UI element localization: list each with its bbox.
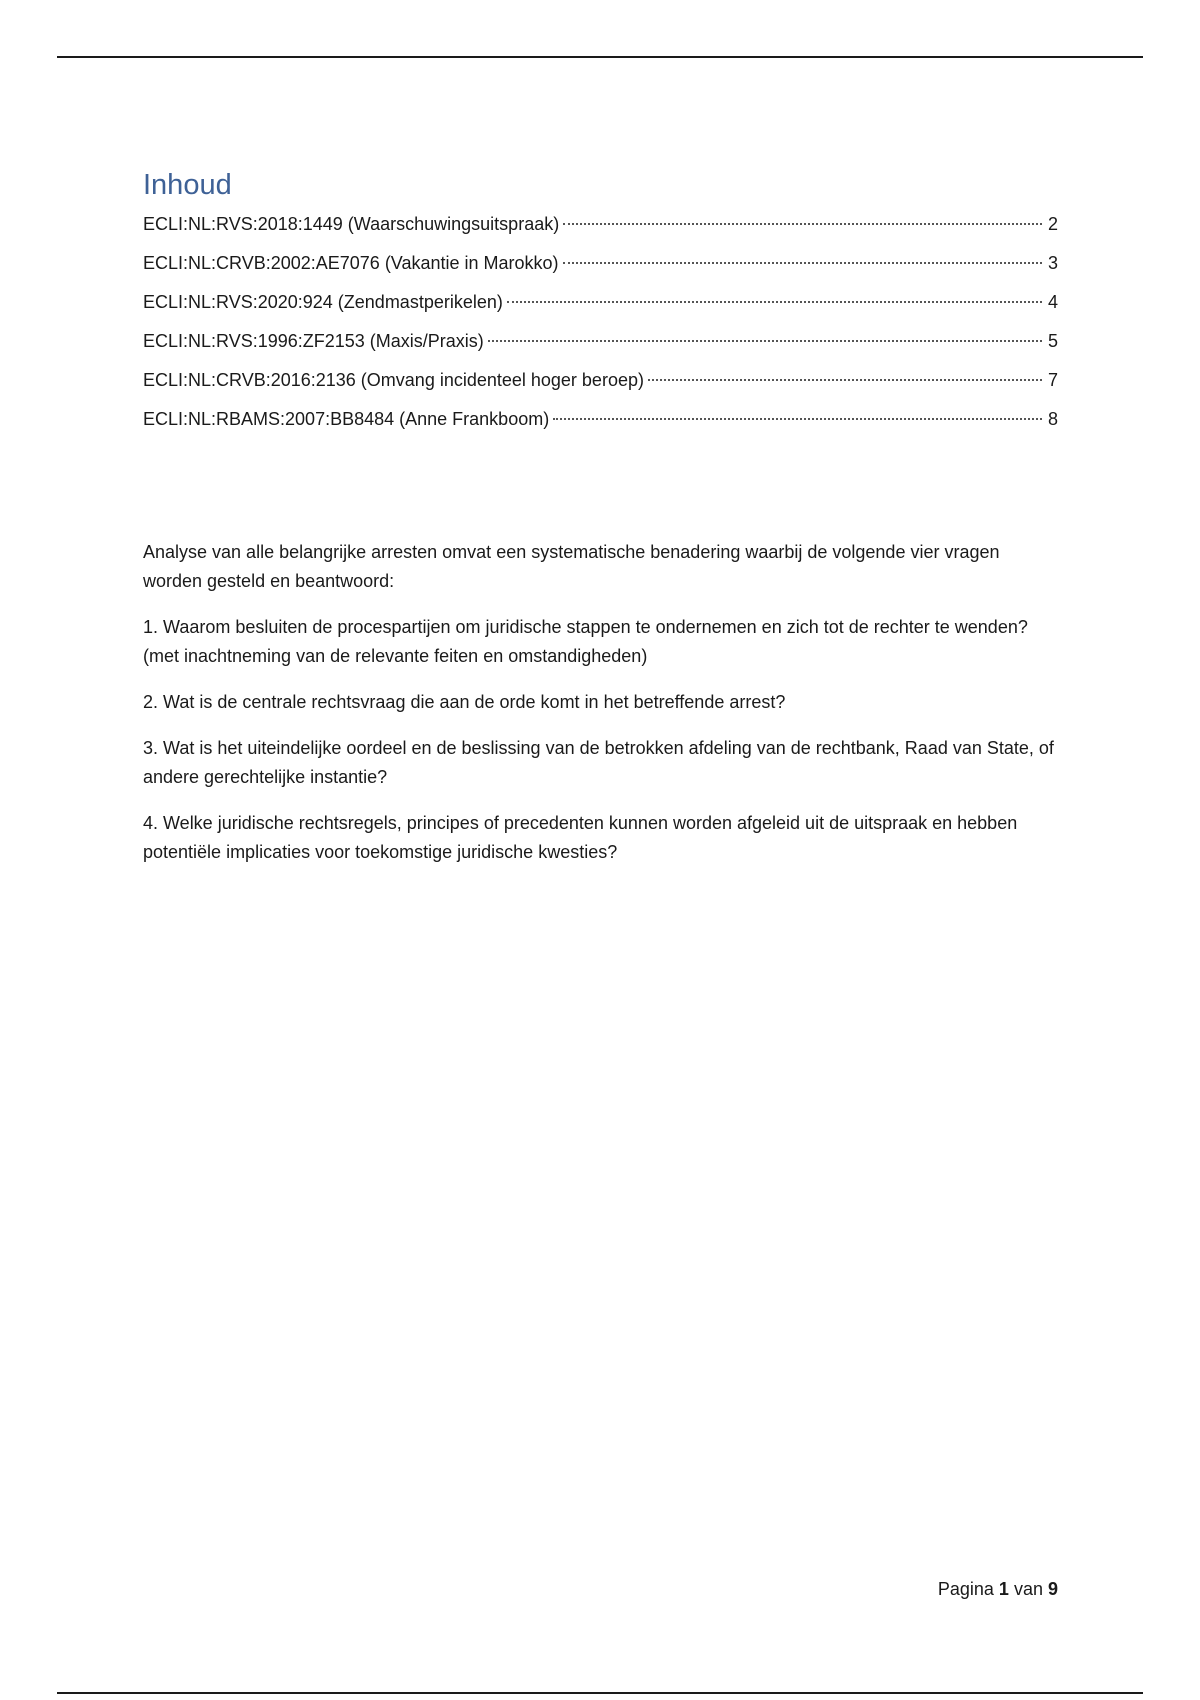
footer-rule <box>57 1692 1143 1694</box>
toc-entry-title: ECLI:NL:RVS:2018:1449 (Waarschuwingsuitspraak) <box>143 214 560 234</box>
toc-entry-title: ECLI:NL:RBAMS:2007:BB8484 (Anne Frankboom) <box>143 409 550 429</box>
toc-entry-title: ECLI:NL:CRVB:2016:2136 (Omvang incidenteel hoger beroep) <box>143 370 644 390</box>
toc-dot-leader <box>553 418 1042 420</box>
toc-entry-page: 4 <box>1047 292 1058 312</box>
toc-entry-title: ECLI:NL:CRVB:2002:AE7076 (Vakantie in Marokko) <box>143 253 559 273</box>
toc-entry-title: ECLI:NL:RVS:2020:924 (Zendmastperikelen) <box>143 292 503 312</box>
toc-dot-leader <box>563 262 1042 264</box>
toc-entry-page: 5 <box>1047 331 1058 351</box>
toc-entry-page: 7 <box>1047 370 1058 390</box>
toc-entry[interactable] <box>143 368 1058 392</box>
toc-entry[interactable] <box>143 251 1058 275</box>
footer-separator: van <box>1013 1579 1043 1599</box>
toc-entry-page: 8 <box>1047 409 1058 429</box>
analysis-question: 4. Welke juridische rechtsregels, principes of precedenten kunnen worden afgeleid uit de uitspraak en hebben potentiële implicaties voor toekomstige juridische kwesties? <box>143 813 1018 862</box>
analysis-question: 3. Wat is het uiteindelijke oordeel en de beslissing van de betrokken afdeling van de rechtbank, Raad van State, of andere gerechtelijke instantie? <box>143 738 1054 787</box>
toc-entry-page: 2 <box>1047 214 1058 234</box>
toc-entry[interactable] <box>143 407 1058 431</box>
toc-entry-title: ECLI:NL:RVS:1996:ZF2153 (Maxis/Praxis) <box>143 331 484 351</box>
footer-total-pages: 9 <box>1047 1579 1058 1599</box>
analysis-intro: Analyse van alle belangrijke arresten omvat een systematische benadering waarbij de volgende vier vragen worden gesteld en beantwoord: <box>143 542 1000 591</box>
toc-dot-leader <box>488 340 1042 342</box>
toc-heading: Inhoud <box>143 169 232 201</box>
page-number-footer <box>938 1577 1058 1601</box>
toc-entry[interactable] <box>143 290 1058 314</box>
toc-entry[interactable] <box>143 329 1058 353</box>
analysis-question: 1. Waarom besluiten de procespartijen om juridische stappen te ondernemen en zich tot de rechter te wenden? (met inachtneming van de relevante feiten en omstandigheden) <box>143 617 1028 666</box>
header-rule <box>57 56 1143 58</box>
table-of-contents <box>143 168 1058 446</box>
footer-label: Pagina <box>937 1579 994 1599</box>
toc-dot-leader <box>648 379 1042 381</box>
toc-entry-page: 3 <box>1047 253 1058 273</box>
toc-dot-leader <box>507 301 1042 303</box>
toc-list <box>143 212 1058 431</box>
toc-entry[interactable] <box>143 212 1058 236</box>
toc-dot-leader <box>563 223 1042 225</box>
analysis-section <box>143 538 1058 884</box>
footer-current-page: 1 <box>998 1579 1009 1599</box>
analysis-question: 2. Wat is de centrale rechtsvraag die aan de orde komt in het betreffende arrest? <box>143 692 786 712</box>
